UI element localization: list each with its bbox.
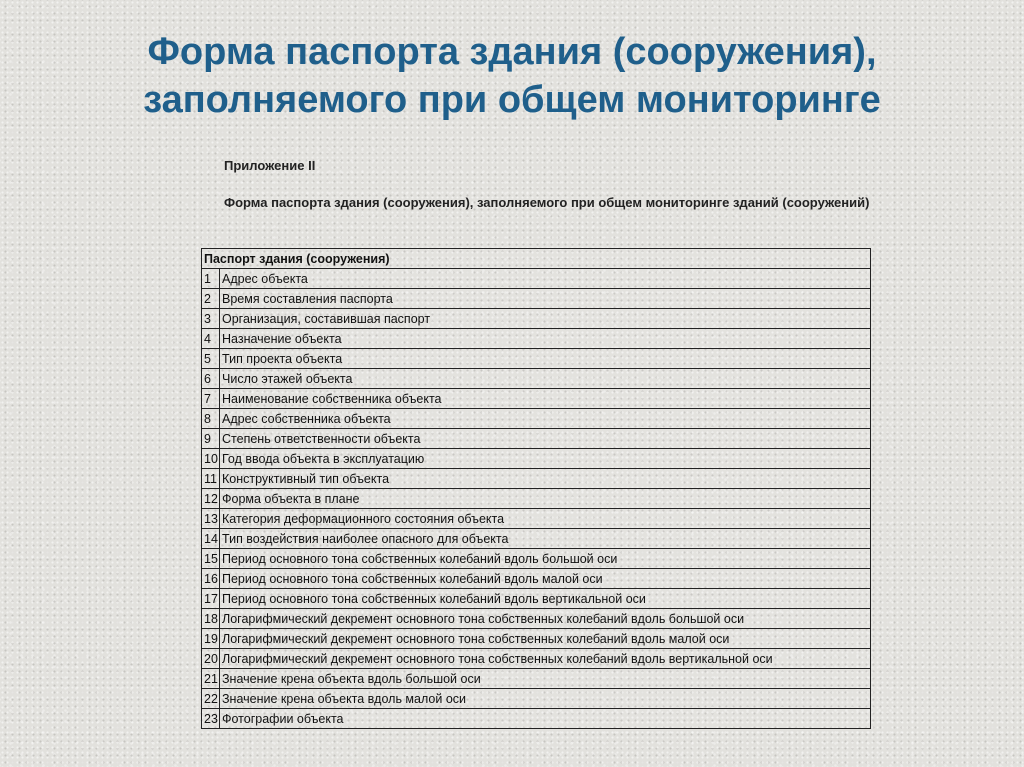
table-row — [202, 569, 871, 589]
row-number: 7 — [202, 389, 220, 409]
table-row — [202, 369, 871, 389]
row-label: Число этажей объекта — [220, 369, 871, 389]
row-number: 9 — [202, 429, 220, 449]
row-label: Тип проекта объекта — [220, 349, 871, 369]
row-label: Период основного тона собственных колебаний вдоль большой оси — [220, 549, 871, 569]
row-number: 13 — [202, 509, 220, 529]
row-number: 22 — [202, 689, 220, 709]
row-number: 20 — [202, 649, 220, 669]
row-label: Назначение объекта — [220, 329, 871, 349]
table-row — [202, 489, 871, 509]
table-row — [202, 449, 871, 469]
table-row — [202, 529, 871, 549]
row-number: 12 — [202, 489, 220, 509]
row-label: Конструктивный тип объекта — [220, 469, 871, 489]
slide-title-line-2: заполняемого при общем мониторинге — [143, 79, 881, 121]
row-number: 6 — [202, 369, 220, 389]
row-number: 17 — [202, 589, 220, 609]
row-number: 15 — [202, 549, 220, 569]
row-number: 3 — [202, 309, 220, 329]
row-label: Значение крена объекта вдоль большой оси — [220, 669, 871, 689]
table-row — [202, 289, 871, 309]
slide-title — [0, 28, 1024, 124]
table-row — [202, 709, 871, 729]
row-number: 1 — [202, 269, 220, 289]
table-row — [202, 509, 871, 529]
row-label: Время составления паспорта — [220, 289, 871, 309]
row-label: Форма объекта в плане — [220, 489, 871, 509]
row-label: Тип воздействия наиболее опасного для объекта — [220, 529, 871, 549]
table-row — [202, 689, 871, 709]
row-number: 19 — [202, 629, 220, 649]
row-number: 4 — [202, 329, 220, 349]
row-number: 16 — [202, 569, 220, 589]
table-row — [202, 629, 871, 649]
table-row — [202, 269, 871, 289]
table-row — [202, 609, 871, 629]
row-label: Год ввода объекта в эксплуатацию — [220, 449, 871, 469]
table-row — [202, 329, 871, 349]
table-row — [202, 429, 871, 449]
row-label: Период основного тона собственных колебаний вдоль малой оси — [220, 569, 871, 589]
table-row — [202, 589, 871, 609]
row-label: Фотографии объекта — [220, 709, 871, 729]
row-label: Адрес собственника объекта — [220, 409, 871, 429]
row-label: Период основного тона собственных колебаний вдоль вертикальной оси — [220, 589, 871, 609]
row-label: Логарифмический декремент основного тона собственных колебаний вдоль малой оси — [220, 629, 871, 649]
table-row — [202, 409, 871, 429]
table-row — [202, 649, 871, 669]
table-row — [202, 349, 871, 369]
row-label: Организация, составившая паспорт — [220, 309, 871, 329]
row-label: Степень ответственности объекта — [220, 429, 871, 449]
row-label: Наименование собственника объекта — [220, 389, 871, 409]
row-number: 21 — [202, 669, 220, 689]
row-label: Значение крена объекта вдоль малой оси — [220, 689, 871, 709]
row-number: 8 — [202, 409, 220, 429]
table-row — [202, 389, 871, 409]
row-number: 18 — [202, 609, 220, 629]
row-number: 23 — [202, 709, 220, 729]
row-label: Категория деформационного состояния объекта — [220, 509, 871, 529]
table-row — [202, 469, 871, 489]
passport-table-header: Паспорт здания (сооружения) — [202, 249, 871, 269]
row-label: Логарифмический декремент основного тона собственных колебаний вдоль вертикальной оси — [220, 649, 871, 669]
passport-table-header-row — [202, 249, 871, 269]
form-caption: Форма паспорта здания (сооружения), заполняемого при общем мониторинге зданий (сооружений) — [224, 195, 870, 210]
row-label: Адрес объекта — [220, 269, 871, 289]
row-number: 10 — [202, 449, 220, 469]
row-label: Логарифмический декремент основного тона собственных колебаний вдоль большой оси — [220, 609, 871, 629]
row-number: 11 — [202, 469, 220, 489]
row-number: 2 — [202, 289, 220, 309]
table-row — [202, 309, 871, 329]
passport-table — [201, 248, 871, 729]
row-number: 5 — [202, 349, 220, 369]
table-row — [202, 549, 871, 569]
row-number: 14 — [202, 529, 220, 549]
table-row — [202, 669, 871, 689]
appendix-label: Приложение II — [224, 158, 316, 173]
slide-title-line-1: Форма паспорта здания (сооружения), — [147, 31, 877, 73]
